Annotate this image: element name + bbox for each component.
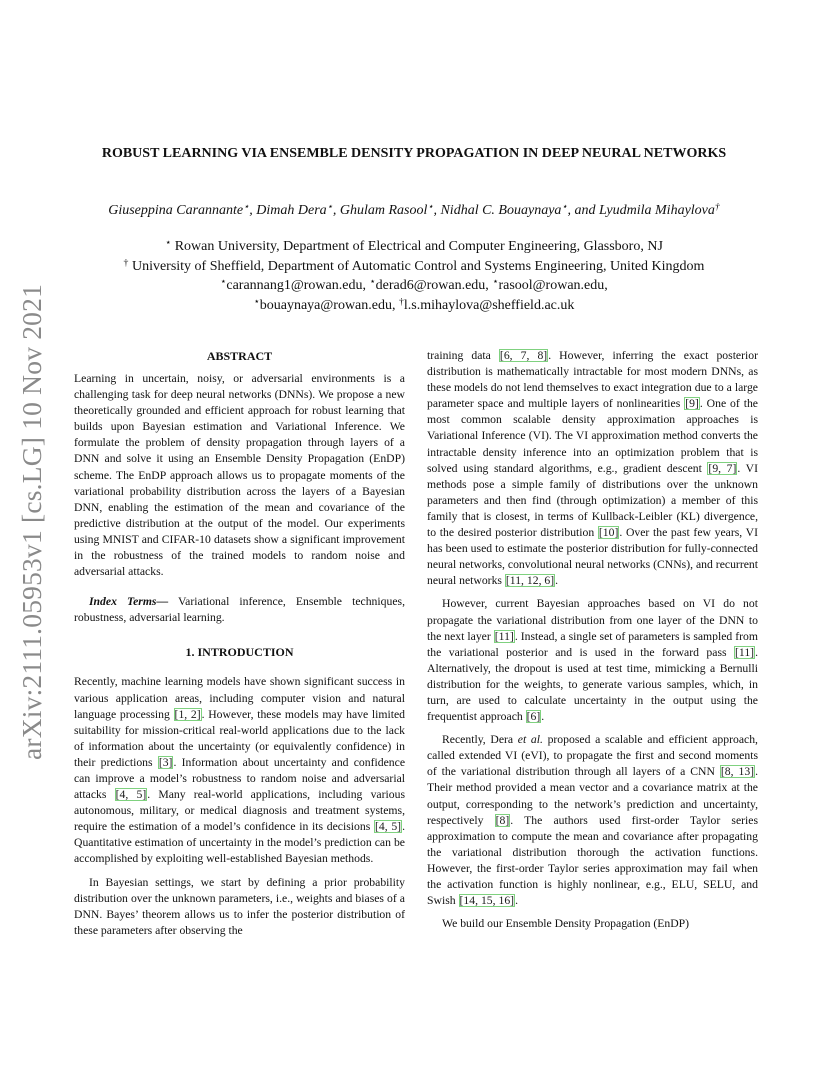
author-name: Ghulam Rasool: [339, 203, 428, 218]
author-name: Lyudmila Mihaylova: [599, 203, 715, 218]
email-address: bouaynaya@rowan.edu,: [259, 297, 399, 313]
author-mark: ⋆: [243, 201, 250, 213]
email-line: [40, 276, 788, 296]
intro-paragraph: [74, 674, 405, 867]
intro-paragraph: [427, 916, 758, 932]
text-run: proposed a scalable and efficient approach, called extended VI (eVI), to propagate the first and second moments of the variational distribution through all layers of a CNN: [427, 733, 758, 779]
author-mark: ⋆: [427, 201, 434, 213]
citation-link: [3]: [158, 755, 173, 769]
index-terms: [74, 594, 405, 626]
affiliations-block: [40, 237, 788, 315]
text-run: . However, inferring the exact posterior distribution is mathematically intractable for most modern DNNs, as these models do not lend themselves to exact integration due to a large parameter space and multiple layers of nonlinearities: [427, 349, 758, 411]
email-line: [40, 296, 788, 316]
affiliation: [40, 237, 788, 257]
email-address: l.s.mihaylova@sheffield.ac.uk: [403, 297, 575, 313]
text-run: . Quantitative estimation of uncertainty in the model’s prediction can be accomplished by exploiting well-established Bayesian methods.: [74, 820, 405, 866]
text-run: . Over the past few years, VI has been used to estimate the posterior distribution for fully-connected neural networks, convolutional neural networks (CNNs), and recurrent neural networks: [427, 526, 758, 588]
intro-paragraph-continued: [427, 348, 758, 589]
intro-paragraph: [74, 875, 405, 939]
author-name: Dimah Dera: [256, 203, 327, 218]
citation-link: [9, 7]: [708, 461, 737, 475]
text-run: . Information about uncertainty and confidence can improve a model’s robustness to random noise and adversarial attacks: [74, 755, 406, 802]
author-mark: ⋆: [561, 201, 568, 213]
citation-link: [6, 7, 8]: [499, 349, 548, 362]
author-mark: ⋆: [326, 201, 333, 213]
affiliation-mark: ⋆: [165, 237, 172, 249]
email-mark: ⋆: [253, 296, 260, 308]
text-run: . Alternatively, the dropout is used at test time, mimicking a Bernulli distribution for the weights, to generate various samples, which, in turn, are used to calculate uncertainty in the output using the frequentist approach: [427, 645, 758, 724]
text-run: . Instead, a single set of parameters is sampled from the variational posterior and is used in the forward pass: [427, 629, 758, 659]
emphasis: et al.: [517, 733, 543, 747]
arxiv-identifier: arXiv:2111.05953v1 [cs.LG] 10 Nov 2021: [16, 283, 47, 761]
email-mark: †: [398, 296, 404, 308]
author-list: Giuseppina Carannante⋆, Dimah Dera⋆, Ghulam Rasool⋆, Nidhal C. Bouaynaya⋆, and Lyudmila Mihaylova†: [108, 201, 720, 218]
email-mark: ⋆: [369, 276, 376, 288]
author-name: Nidhal C. Bouaynaya: [440, 203, 562, 218]
text-run: . VI methods pose a simple family of distributions over the unknown parameters and then find (through optimization) a member of this family that is closest, in terms of Kullback-Leibler (KL) divergence, to the desired posterior distribution: [427, 461, 758, 540]
email-mark: ⋆: [492, 276, 499, 288]
citation-link: [10]: [598, 526, 619, 540]
arxiv-stamp: [14, 282, 50, 762]
text-run: . The authors used first-order Taylor series approximation to compute the mean and covariance after propagating the variational distribution thorough the activation functions. However, the first-order Taylor series approximation may fail when the activation function is highly nonlinear, e.g., ELU, SELU, and Swish: [427, 813, 759, 908]
author-mark: †: [714, 201, 720, 213]
citation-link: [8, 13]: [720, 765, 755, 779]
affiliation-mark: †: [123, 257, 129, 269]
paper-title: ROBUST LEARNING VIA ENSEMBLE DENSITY PROPAGATION IN DEEP NEURAL NETWORKS: [101, 146, 727, 161]
citation-link: [4, 5]: [374, 820, 402, 834]
left-column: [74, 348, 405, 939]
section-heading-introduction: 1. INTRODUCTION: [185, 645, 294, 660]
text-run: training data: [427, 349, 499, 362]
affiliation-text: University of Sheffield, Department of Automatic Control and Systems Engineering, United Kingdom: [128, 258, 705, 274]
text-run: . One of the most common scalable density approximation approaches is Variational Inference (VI). The VI approximation method converts the intractable density inference into an optimization problem that is solved using standard algorithms, e.g., gradient descent: [427, 397, 758, 475]
author-name: Giuseppina Carannante: [108, 203, 244, 218]
abstract-heading: ABSTRACT: [206, 349, 273, 363]
citation-link: [6]: [526, 710, 541, 724]
index-terms-text: Variational inference, Ensemble techniques, robustness, adversarial learning.: [74, 595, 405, 625]
affiliation: [40, 257, 788, 277]
citation-link: [9]: [685, 397, 699, 411]
text-run: .: [515, 894, 518, 908]
email-address: rasool@rowan.edu,: [498, 278, 608, 293]
text-run: However, current Bayesian approaches based on VI do not propagate the variational distribution from one layer of the DNN to the next layer: [427, 597, 758, 643]
citation-link: [1, 2]: [174, 707, 201, 721]
text-run: Recently, Dera: [442, 733, 518, 747]
text-run: .: [555, 574, 559, 588]
intro-paragraph: [427, 596, 758, 725]
affiliation-text: Rowan University, Department of Electrical and Computer Engineering, Glassboro, NJ: [171, 239, 663, 254]
email-mark: ⋆: [220, 276, 227, 288]
affiliation-lines: [40, 237, 788, 276]
index-terms-label: Index Terms—: [89, 595, 169, 609]
intro-paragraph: [427, 732, 758, 909]
text-run: We build our Ensemble Density Propagation (EnDP): [442, 917, 690, 931]
right-column: [427, 348, 758, 932]
text-run: . However, these models may have limited suitability for mission-critical real-world applications due to the lack of information about the uncertainty (or equivalently confidence) in their predictions: [74, 707, 405, 769]
citation-link: [4, 5]: [115, 788, 147, 802]
email-address: carannang1@rowan.edu,: [226, 278, 370, 293]
citation-link: [14, 15, 16]: [459, 894, 515, 908]
email-address: derad6@rowan.edu,: [375, 278, 493, 293]
text-run: . Many real-world applications, including various autonomous, military, or medical diagnosis and treatment systems, require the estimation of a model’s confidence in its decisions: [74, 788, 405, 834]
abstract-text: Learning in uncertain, noisy, or adversarial environments is a challenging task for deep neural networks (DNNs). We propose a new theoretically grounded and efficient approach for robust learning that builds upon Bayesian estimation and Variational Inference. We formulate the problem of density propagation through layers of a DNN and solve it using an Ensemble Density Propagation (EnDP) scheme. The EnDP approach allows us to propagate moments of the variational probability distribution across the layers of a Bayesian DNN, enabling the estimation of the mean and covariance of the predictive distribution at the output of the model. Our experiments using MNIST and CIFAR-10 datasets show a significant improvement in the robustness of the trained models to random noise and adversarial attacks.: [74, 372, 405, 579]
citation-link: [8]: [495, 813, 510, 827]
citation-link: [11, 12, 6]: [505, 574, 555, 588]
text-run: . Their method provided a mean vector and a covariance matrix at the output, corresponding to the network’s prediction and uncertainty, respectively: [427, 765, 758, 827]
text-run: .: [541, 710, 545, 724]
citation-link: [11]: [735, 645, 755, 659]
text-run: Recently, machine learning models have shown significant success in various application areas, including computer vision and natural language processing: [74, 675, 405, 721]
citation-link: [11]: [494, 629, 514, 643]
text-run: In Bayesian settings, we start by defining a prior probability distribution over the unknown parameters, i.e., weights and biases of a DNN. Bayes’ theorem allows us to infer the posterior distribution of these parameters after observing the: [74, 875, 405, 937]
